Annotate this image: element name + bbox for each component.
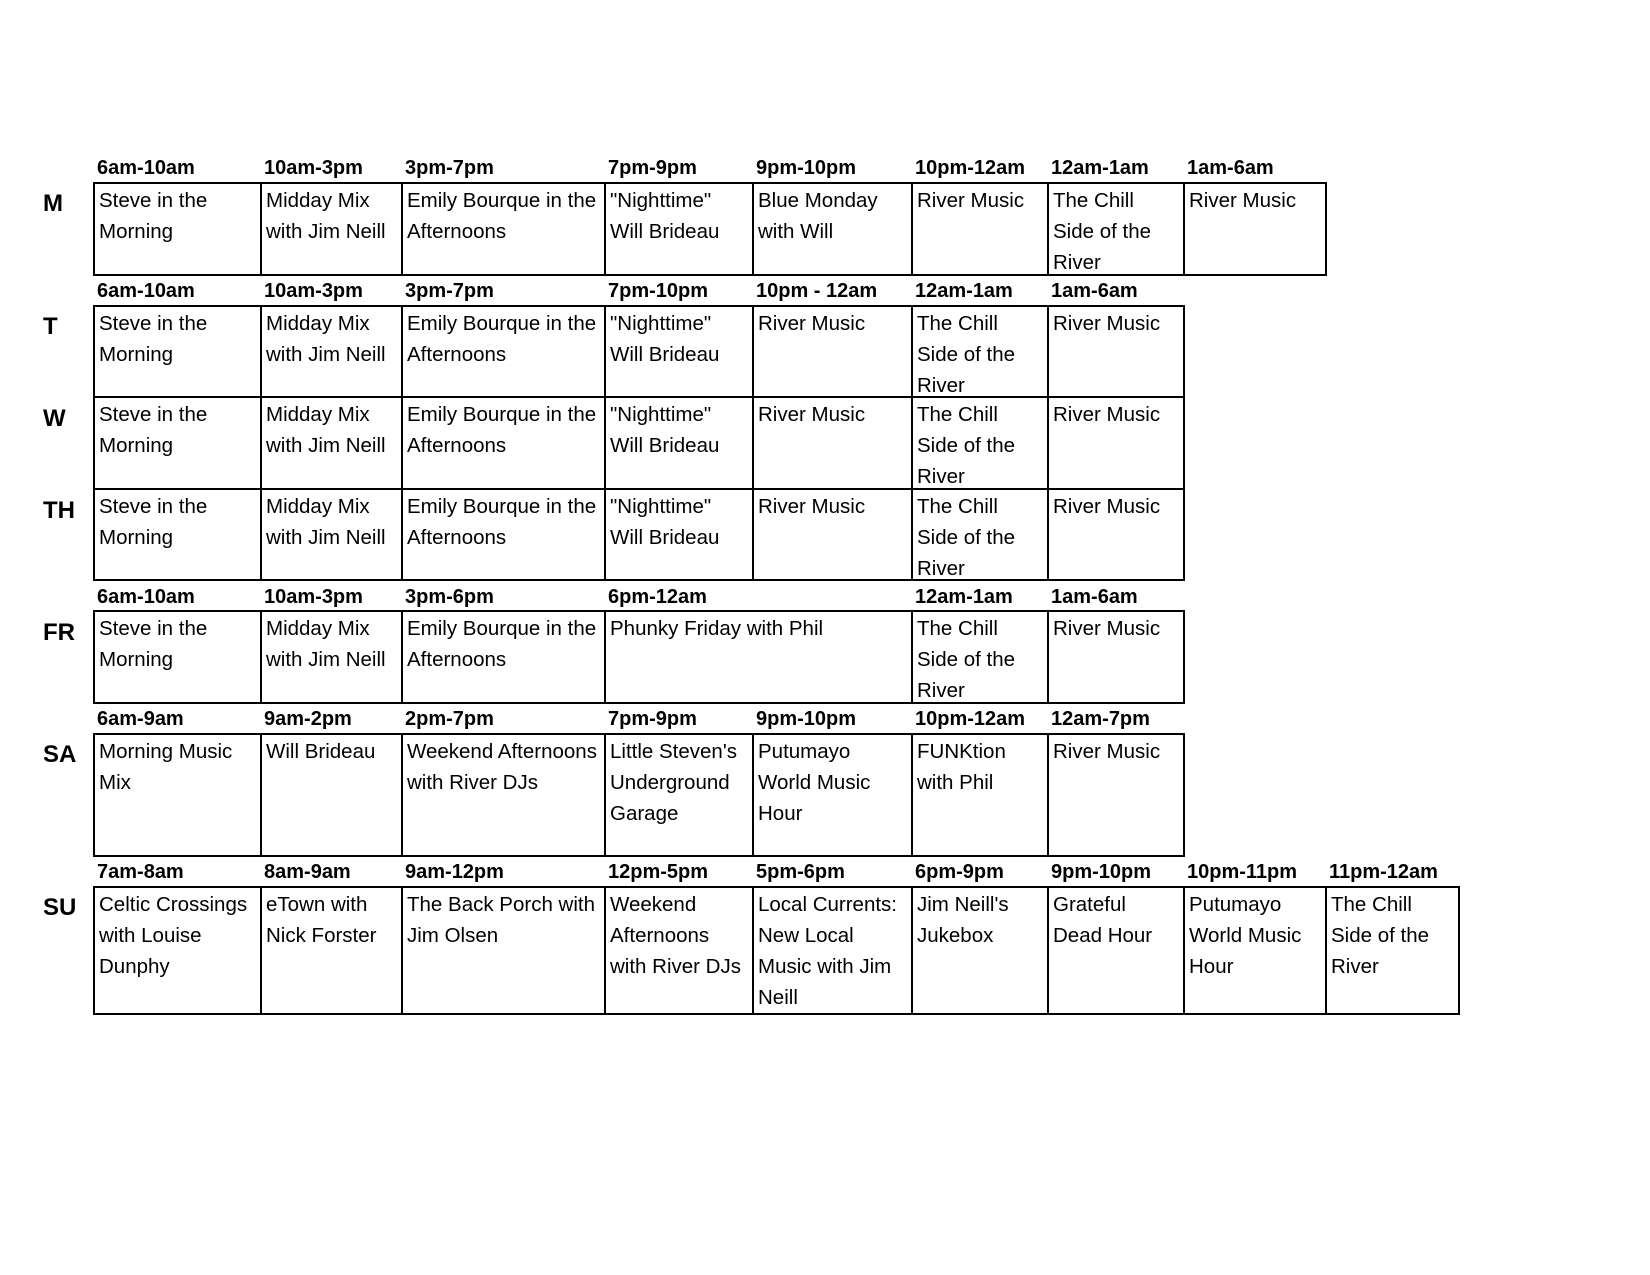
time-slot-header: 7pm-9pm <box>608 157 697 179</box>
day-label: FR <box>43 619 75 646</box>
time-slot-header: 6am-10am <box>97 280 195 302</box>
time-slot-header: 10pm-11pm <box>1187 861 1298 883</box>
time-slot-header: 10am-3pm <box>264 586 363 608</box>
program-cell: Weekend Afternoons with River DJs <box>604 886 754 1015</box>
program-cell: The Chill Side of the River <box>1325 886 1460 1015</box>
program-cell: Midday Mix with Jim Neill <box>260 182 403 276</box>
program-cell: The Chill Side of the River <box>911 488 1049 581</box>
program-cell: Emily Bourque in the Afternoons <box>401 488 606 581</box>
day-label: SA <box>43 741 77 768</box>
time-slot-header: 9pm-10pm <box>1051 861 1152 883</box>
time-slot-header: 6am-10am <box>97 157 195 179</box>
program-cell: Phunky Friday with Phil <box>604 610 913 704</box>
time-slot-header: 7pm-10pm <box>608 280 709 302</box>
time-slot-header: 12am-1am <box>1051 157 1149 179</box>
program-cell: Local Currents: New Local Music with Jim Neill <box>752 886 913 1015</box>
time-slot-header: 6am-10am <box>97 586 195 608</box>
program-cell: Steve in the Morning <box>93 610 262 704</box>
time-slot-header: 8am-9am <box>264 861 351 883</box>
day-label: M <box>43 190 63 217</box>
time-slot-header: 9pm-10pm <box>756 708 857 730</box>
program-cell: "Nighttime" Will Brideau <box>604 396 754 490</box>
program-cell: The Chill Side of the River <box>911 610 1049 704</box>
day-label: W <box>43 405 66 432</box>
time-slot-header: 10pm - 12am <box>756 280 878 302</box>
program-cell: The Back Porch with Jim Olsen <box>401 886 606 1015</box>
program-cell: Midday Mix with Jim Neill <box>260 305 403 398</box>
program-cell: Blue Monday with Will <box>752 182 913 276</box>
time-slot-header: 1am-6am <box>1187 157 1274 179</box>
program-cell: River Music <box>1183 182 1327 276</box>
program-cell: River Music <box>752 396 913 490</box>
time-slot-header: 5pm-6pm <box>756 861 845 883</box>
time-slot-header: 3pm-7pm <box>405 157 494 179</box>
program-cell: Celtic Crossings with Louise Dunphy <box>93 886 262 1015</box>
time-slot-header: 11pm-12am <box>1329 861 1438 883</box>
program-cell: The Chill Side of the River <box>911 396 1049 490</box>
program-cell: Putumayo World Music Hour <box>752 733 913 857</box>
program-cell: Little Steven's Underground Garage <box>604 733 754 857</box>
time-slot-header: 6pm-9pm <box>915 861 1004 883</box>
time-slot-header: 6am-9am <box>97 708 184 730</box>
program-cell: Grateful Dead Hour <box>1047 886 1185 1015</box>
program-cell: The Chill Side of the River <box>1047 182 1185 276</box>
program-cell: Morning Music Mix <box>93 733 262 857</box>
time-slot-header: 10am-3pm <box>264 280 363 302</box>
time-slot-header: 10pm-12am <box>915 157 1026 179</box>
time-slot-header: 3pm-6pm <box>405 586 494 608</box>
program-cell: River Music <box>1047 733 1185 857</box>
program-cell: Steve in the Morning <box>93 396 262 490</box>
day-label: T <box>43 313 58 340</box>
time-slot-header: 2pm-7pm <box>405 708 494 730</box>
program-cell: Steve in the Morning <box>93 182 262 276</box>
program-cell: River Music <box>1047 488 1185 581</box>
program-cell: Jim Neill's Jukebox <box>911 886 1049 1015</box>
program-cell: Midday Mix with Jim Neill <box>260 488 403 581</box>
time-slot-header: 12am-7pm <box>1051 708 1150 730</box>
time-slot-header: 10am-3pm <box>264 157 363 179</box>
program-cell: Will Brideau <box>260 733 403 857</box>
time-slot-header: 12am-1am <box>915 280 1013 302</box>
time-slot-header: 9pm-10pm <box>756 157 857 179</box>
program-cell: Emily Bourque in the Afternoons <box>401 396 606 490</box>
program-cell: Midday Mix with Jim Neill <box>260 396 403 490</box>
program-cell: "Nighttime" Will Brideau <box>604 305 754 398</box>
time-slot-header: 1am-6am <box>1051 280 1138 302</box>
program-cell: River Music <box>1047 610 1185 704</box>
program-cell: "Nighttime" Will Brideau <box>604 488 754 581</box>
program-cell: River Music <box>1047 396 1185 490</box>
program-cell: Steve in the Morning <box>93 488 262 581</box>
time-slot-header: 1am-6am <box>1051 586 1138 608</box>
program-cell: Weekend Afternoons with River DJs <box>401 733 606 857</box>
program-cell: Midday Mix with Jim Neill <box>260 610 403 704</box>
time-slot-header: 6pm-12am <box>608 586 707 608</box>
time-slot-header: 3pm-7pm <box>405 280 494 302</box>
program-cell: Emily Bourque in the Afternoons <box>401 182 606 276</box>
day-label: TH <box>43 497 75 524</box>
time-slot-header: 12am-1am <box>915 586 1013 608</box>
program-cell: River Music <box>752 488 913 581</box>
program-cell: The Chill Side of the River <box>911 305 1049 398</box>
day-label: SU <box>43 894 77 921</box>
time-slot-header: 10pm-12am <box>915 708 1026 730</box>
time-slot-header: 7pm-9pm <box>608 708 697 730</box>
time-slot-header: 9am-12pm <box>405 861 504 883</box>
program-cell: Emily Bourque in the Afternoons <box>401 305 606 398</box>
program-cell: "Nighttime" Will Brideau <box>604 182 754 276</box>
time-slot-header: 7am-8am <box>97 861 184 883</box>
program-cell: FUNKtion with Phil <box>911 733 1049 857</box>
time-slot-header: 9am-2pm <box>264 708 352 730</box>
program-cell: River Music <box>1047 305 1185 398</box>
program-cell: Emily Bourque in the Afternoons <box>401 610 606 704</box>
program-cell: Putumayo World Music Hour <box>1183 886 1327 1015</box>
program-cell: eTown with Nick Forster <box>260 886 403 1015</box>
program-cell: River Music <box>752 305 913 398</box>
time-slot-header: 12pm-5pm <box>608 861 709 883</box>
program-cell: Steve in the Morning <box>93 305 262 398</box>
program-cell: River Music <box>911 182 1049 276</box>
